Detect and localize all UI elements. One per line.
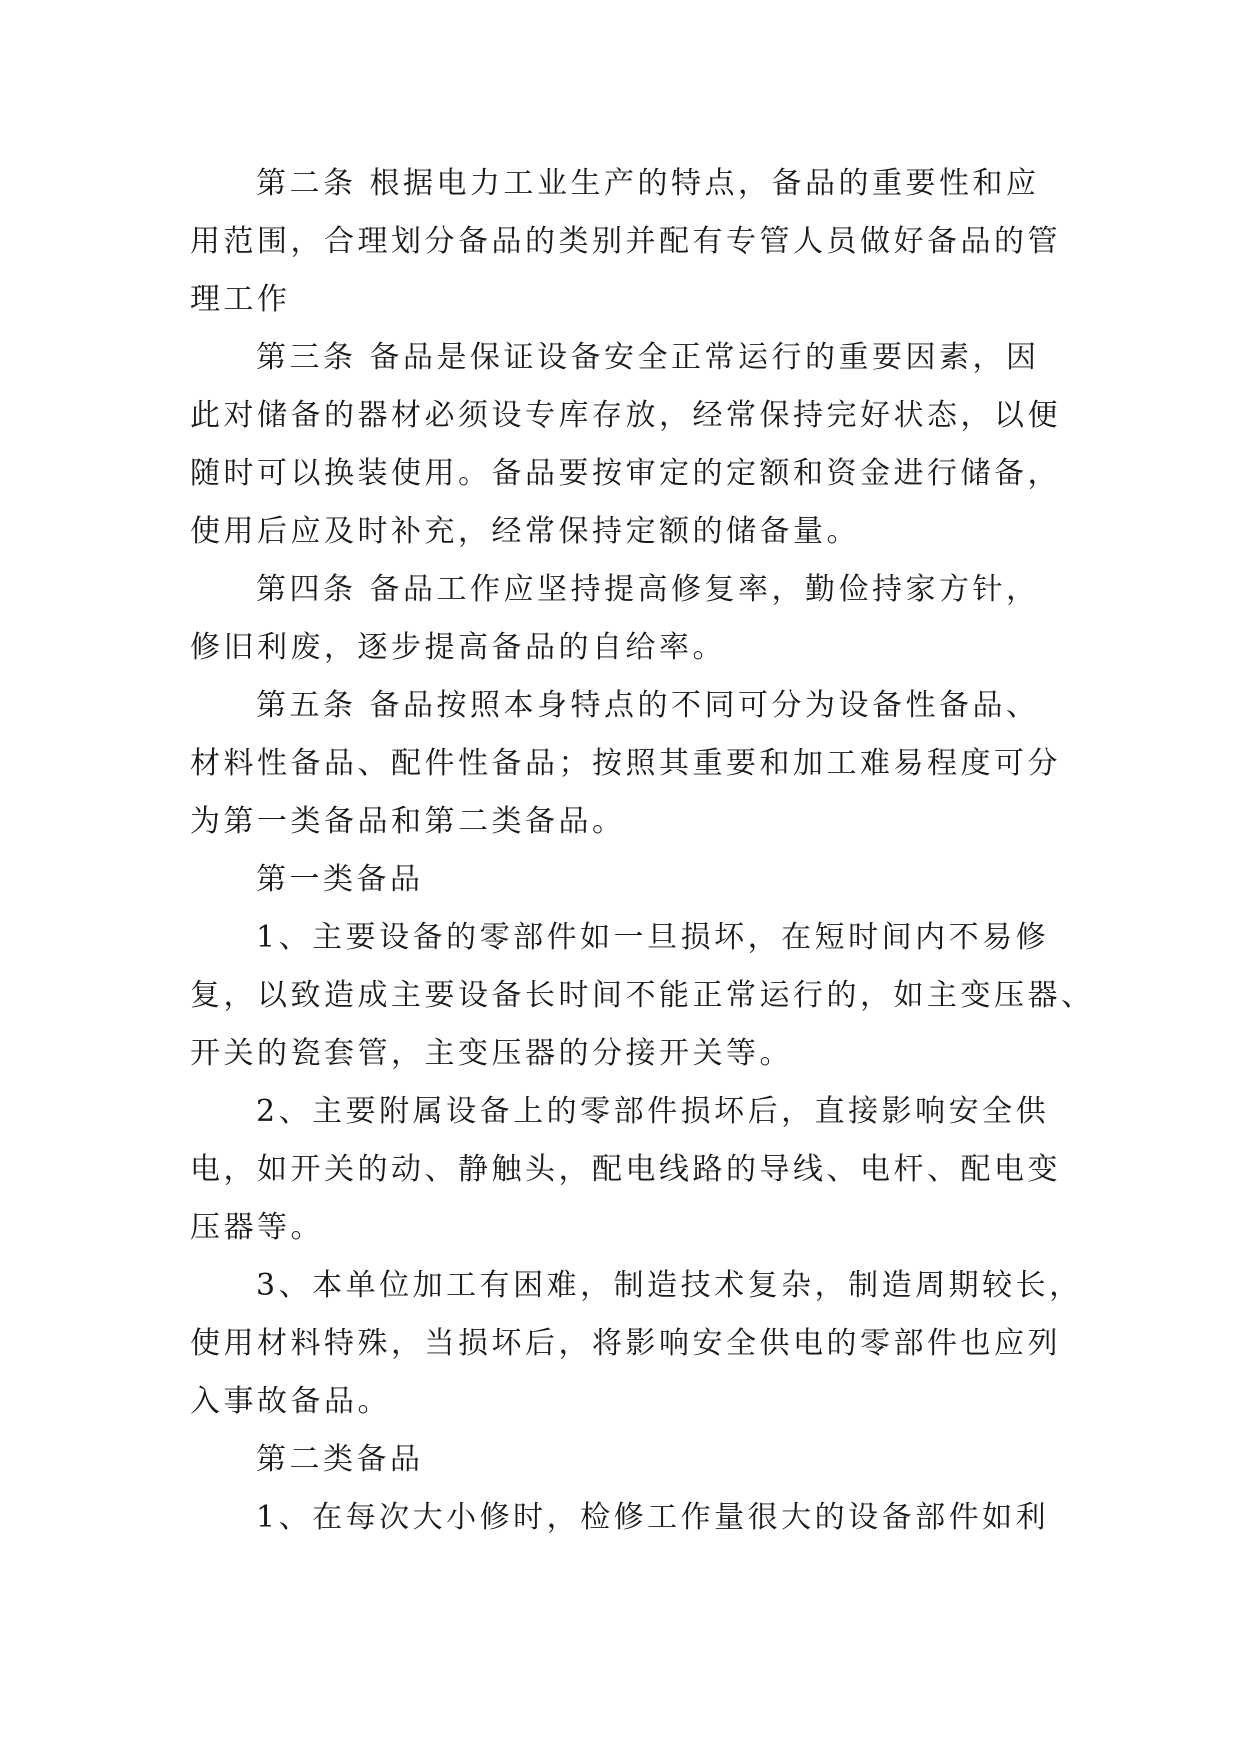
text-line: 此对储备的器材必须设专库存放，经常保持完好状态，以便 xyxy=(190,398,1061,433)
text-line: 2、主要附属设备上的零部件损坏后，直接影响安全供 xyxy=(256,1094,1050,1129)
text-line: 第三条 备品是保证设备安全正常运行的重要因素，因 xyxy=(256,340,1040,375)
text-line: 随时可以换装使用。备品要按审定的定额和资金进行储备， xyxy=(190,456,1061,491)
text-line: 1、主要设备的零部件如一旦损坏，在短时间内不易修 xyxy=(256,920,1050,955)
text-line: 为第一类备品和第二类备品。 xyxy=(190,804,626,839)
text-line: 使用后应及时补充，经常保持定额的储备量。 xyxy=(190,514,860,549)
text-line: 使用材料特殊，当损坏后，将影响安全供电的零部件也应列 xyxy=(190,1326,1061,1361)
text-line: 第五条 备品按照本身特点的不同可分为设备性备品、 xyxy=(256,688,1040,723)
text-line: 材料性备品、配件性备品；按照其重要和加工难易程度可分 xyxy=(190,746,1061,781)
text-line: 电，如开关的动、静触头，配电线路的导线、电杆、配电变 xyxy=(190,1152,1061,1187)
text-line: 修旧利废，逐步提高备品的自给率。 xyxy=(190,630,726,665)
text-line: 用范围，合理划分备品的类别并配有专管人员做好备品的管 xyxy=(190,224,1061,259)
text-line: 3、本单位加工有困难，制造技术复杂，制造周期较长， xyxy=(256,1268,1083,1303)
text-line: 复，以致造成主要设备长时间不能正常运行的，如主变压器、 xyxy=(190,978,1095,1013)
text-line: 入事故备品。 xyxy=(190,1384,391,1419)
text-line: 压器等。 xyxy=(190,1210,324,1245)
section-heading: 第二类备品 xyxy=(256,1442,424,1477)
text-line: 第二条 根据电力工业生产的特点，备品的重要性和应 xyxy=(256,166,1040,201)
text-line: 第四条 备品工作应坚持提高修复率，勤俭持家方针， xyxy=(256,572,1040,607)
text-line: 开关的瓷套管，主变压器的分接开关等。 xyxy=(190,1036,793,1071)
section-heading: 第一类备品 xyxy=(256,862,424,897)
text-line: 理工作 xyxy=(190,282,291,317)
text-line: 1、在每次大小修时，检修工作量很大的设备部件如利 xyxy=(256,1500,1050,1535)
document-body xyxy=(190,155,1095,1547)
